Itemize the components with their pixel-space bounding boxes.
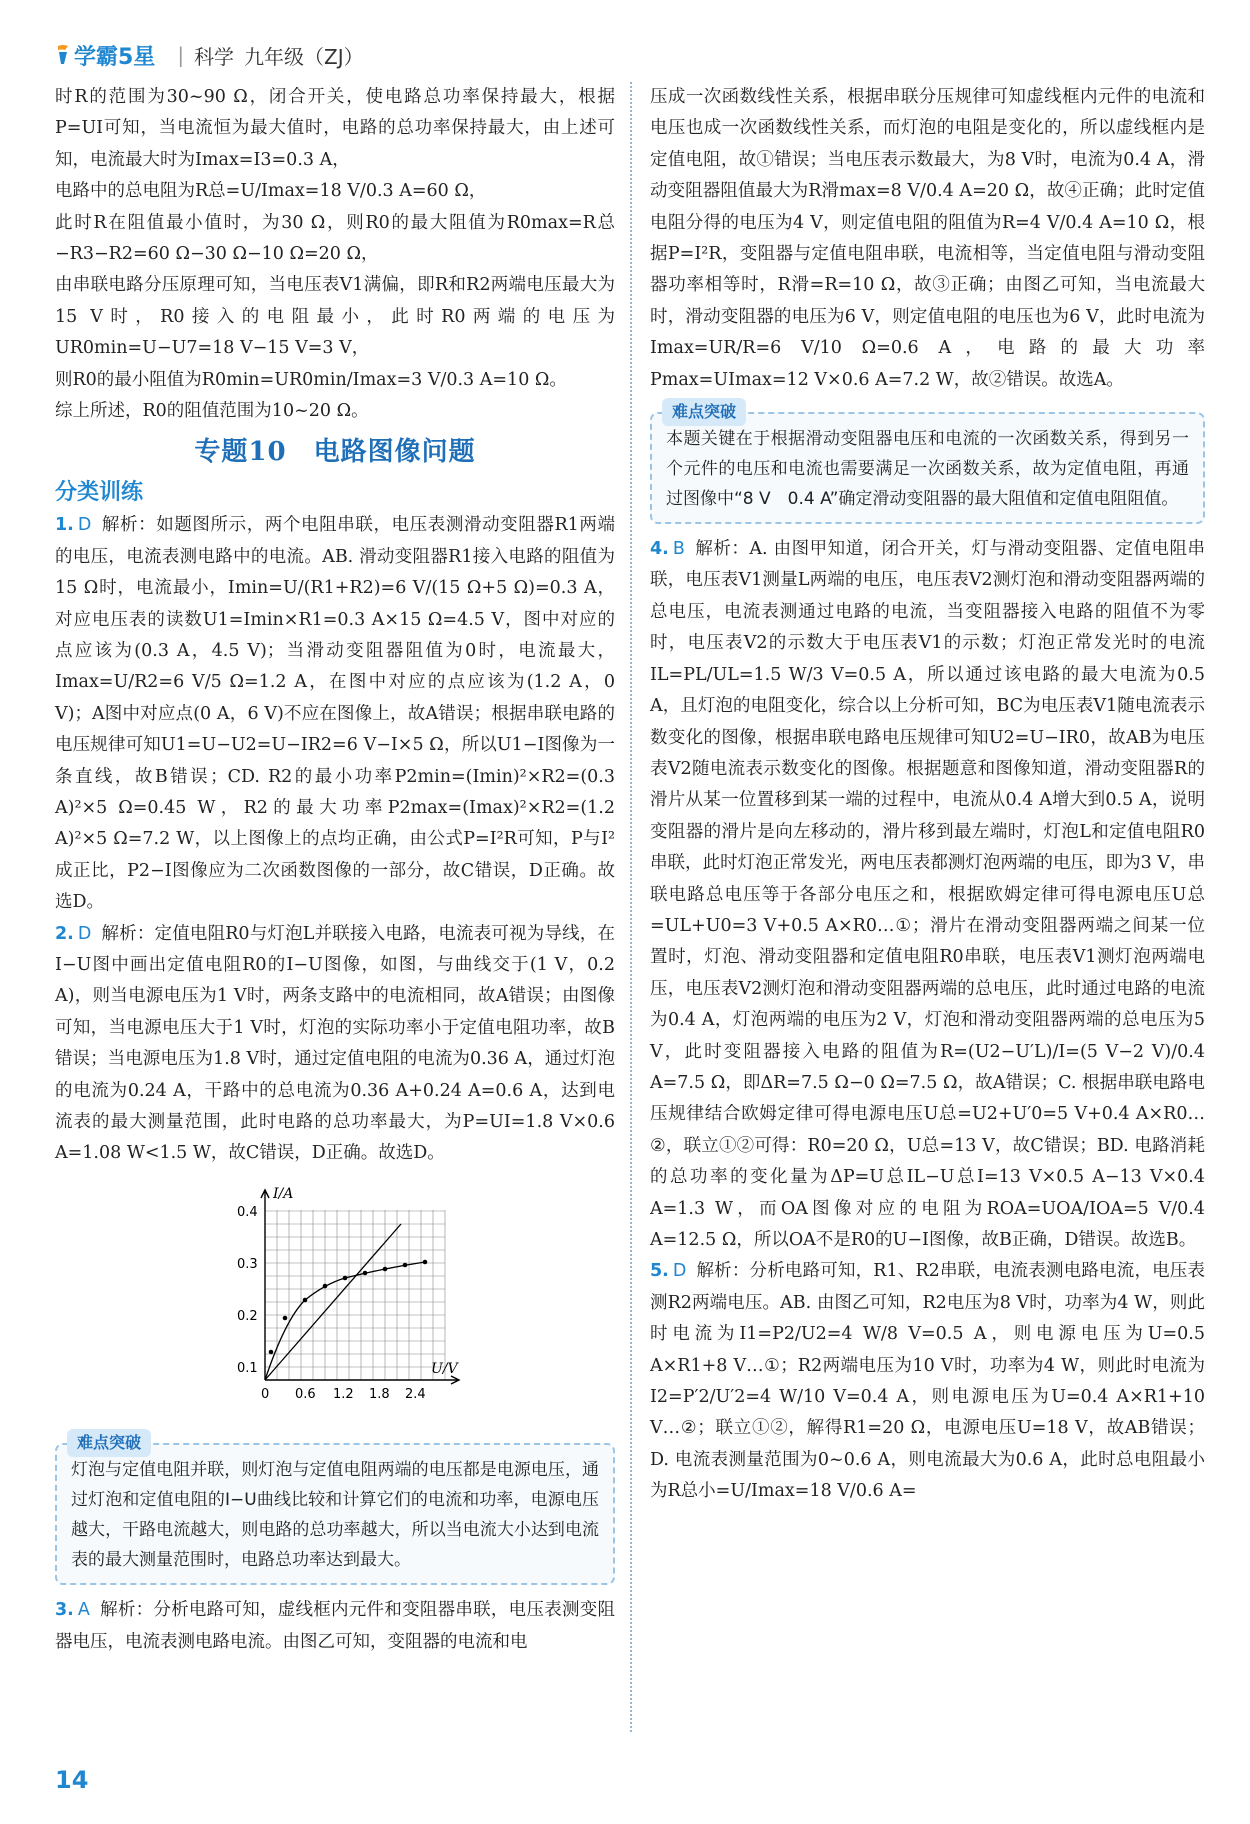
question-4 — [650, 534, 1205, 1256]
intro-line-6: 综上所述，R0的阻值范围为10~20 Ω。 — [55, 401, 369, 422]
question-1-number: 1. — [55, 515, 74, 536]
graph-x-tick-1.8: 1.8 — [369, 1386, 390, 1402]
intro-line-3: 此时R在阻值最小值时，为30 Ω，则R0的最大阻值为R0max=R总−R3−R2=60 Ω−30 Ω−10 Ω=20 Ω， — [55, 212, 615, 265]
question-4-number: 4. — [650, 539, 669, 560]
question-3-number: 3. — [55, 1600, 74, 1621]
question-5-number: 5. — [650, 1261, 669, 1282]
brand-name: 学霸5星 — [74, 44, 156, 70]
graph-x-label: U/V — [431, 1360, 458, 1377]
question-5 — [650, 1256, 1205, 1507]
graph-y-tick-0.3: 0.3 — [237, 1256, 258, 1272]
graph-axes — [261, 1190, 459, 1384]
intro-line-1: 时R的范围为30~90 Ω，闭合开关，使电路总功率保持最大，根据P=UI可知，当电流恒为最大值时，电路的总功率保持最大，由上述可知，电流最大时为Imax=I3=0.3 A， — [55, 87, 615, 170]
question-3-answer: A — [77, 1600, 90, 1621]
graph-x-tick-0: 0 — [261, 1386, 270, 1402]
question-3-text: 解析：分析电路可知，虚线框内元件和变阻器串联，电压表测变阻器电压，电流表测电路电流。由图乙可知，变阻器的电流和电 — [55, 1600, 615, 1652]
brand-mark-icon — [55, 44, 71, 66]
brand-logo — [55, 40, 155, 71]
difficulty-box-2-text: 本题关键在于根据滑动变阻器电压和电流的一次函数关系，得到另一个元件的电压和电流也需要满足一次函数关系，故为定值电阻，再通过图像中“8 V 0.4 A”确定滑动变阻器的最大阻值和定值电阻阻值。 — [666, 429, 1189, 510]
question-2-answer: D — [77, 923, 92, 944]
question-3-continued: 压成一次函数线性关系，根据串联分压规律可知虚线框内元件的电流和电压也成一次函数线性关系，而灯泡的电阻是变化的，所以虚线框内是定值电阻，故①错误；当电压表示数最大，为8 V时，电流为0.4 A，滑动变阻器阻值最大为R滑max=8 V/0.4 A=20 Ω，故④正确；此时定值电阻分得的电压为4 V，则定值电阻的阻值为R=4 V/0.4 A=10 Ω，根据P=I²R，变阻器与定值电阻串联，电流相等，当定值电阻与滑动变阻器功率相等时，R滑=R=10 Ω，故③正确；由图乙可知，当电流最大时，滑动变阻器的电压为6 V，则定值电阻的电压也为6 V，此时电流为Imax=UR/R=6 V/10 Ω=0.6 A，电路的最大功率Pmax=UImax=12 V×0.6 A=7.2 W，故②错误。故选A。 — [650, 87, 1205, 390]
question-5-text: 解析：分析电路可知，R1、R2串联，电流表测电路电流，电压表测R2两端电压。AB. 由图乙可知，R2电压为8 V时，功率为4 W，则此时电流为I1=P2/U2=4 W/8 V=0.5 A，则电源电压为U=0.5 A×R1+8 V…①；R2两端电压为10 V时，功率为4 W，则此时电流为I2=P′2/U′2=4 W/10 V=0.4 A，则电源电压为U=0.4 A×R1+10 V…②；联立①②，解得R1=20 Ω，电源电压U=18 V，故AB错误；D. 电流表测量范围为0~0.6 A，则电流最大为0.6 A，此时总电阻最小为R总小=U/Imax=18 V/0.6 A= — [650, 1261, 1205, 1502]
graph-y-tick-0.1: 0.1 — [237, 1360, 258, 1376]
question-2 — [55, 919, 615, 1170]
difficulty-box-2 — [650, 402, 1205, 524]
intro-line-5: 则R0的最小阻值为R0min=UR0min/Imax=3 V/0.3 A=10 Ω。 — [55, 369, 567, 390]
question-2-text: 解析：定值电阻R0与灯泡L并联接入电路，电流表可视为导线，在I−U图中画出定值电阻R0的I−U图像，如图，与曲线交于(1 V，0.2 A)，则当电源电压为1 V时，两条支路中的电流相同，故A错误；由图像可知，当电源电压大于1 V时，灯泡的实际功率小于定值电阻功率，故B错误；当电源电压为1.8 V时，通过定值电阻的电流为0.36 A，通过灯泡的电流为0.24 A，干路中的总电流为0.36 A+0.24 A=0.6 A，达到电流表的最大测量范围，此时电路的总功率最大，为P=UI=1.8 V×0.6 A=1.08 W<1.5 W，故C错误，D正确。故选D。 — [55, 923, 615, 1164]
question-1-text: 解析：如题图所示，两个电阻串联，电压表测滑动变阻器R1两端的电压，电流表测电路中的电流。AB. 滑动变阻器R1接入电路的阻值为15 Ω时，电流最小，Imin=U/(R1+R2)=6 V/(15 Ω+5 Ω)=0.3 A，对应电压表的读数U1=Imin×R1=0.3 A×15 Ω=4.5 V，图中对应的点应该为(0.3 A，4.5 V)；当滑动变阻器阻值为0时，电流最大，Imax=U/R2=6 V/5 Ω=1.2 A，在图中对应的点应该为(1.2 A，0 V)；A图中对应点(0 A，6 V)不应在图像上，故A错误；根据串联电路的电压规律可知U1=U−U2=U−IR2=6 V−I×5 Ω，所以U1−I图像为一条直线，故B错误；CD. R2的最小功率P2min=(Imin)²×R2=(0.3 A)²×5 Ω=0.45 W，R2的最大功率P2max=(Imax)²×R2=(1.2 A)²×5 Ω=7.2 W，以上图像上的点均正确，由公式P=I²R可知，P与I²成正比，P2−I图像应为二次函数图像的一部分，故C错误，D正确。故选D。 — [55, 515, 615, 913]
graph-y-label: I/A — [273, 1185, 294, 1202]
graph-y-tick-0.2: 0.2 — [237, 1308, 258, 1324]
difficulty-box-2-tag: 难点突破 — [662, 398, 746, 426]
graph-grid — [265, 1210, 445, 1380]
left-column — [55, 82, 615, 1658]
header-separator: | — [177, 43, 185, 67]
intro-line-4: 由串联电路分压原理可知，当电压表V1满偏，即R和R2两端电压最大为15 V时，R0接入的电阻最小，此时R0两端的电压为UR0min=U−U7=18 V−15 V=3 V， — [55, 275, 615, 359]
question-1 — [55, 510, 615, 918]
graph-y-tick-0.4: 0.4 — [237, 1204, 258, 1220]
question-5-answer: D — [672, 1261, 687, 1282]
graph-x-tick-1.2: 1.2 — [333, 1386, 354, 1402]
header-subject: 科学 — [194, 44, 235, 69]
question-3 — [55, 1595, 615, 1658]
column-divider — [630, 82, 632, 1732]
question-4-text: 解析：A. 由图甲知道，闭合开关，灯与滑动变阻器、定值电阻串联，电压表V1测量L两端的电压，电压表V2测灯泡和滑动变阻器两端的总电压，电流表测通过电路的电流，当变阻器接入电路的阻值不为零时，电压表V2的示数大于电压表V1的示数；灯泡正常发光时的电流IL=PL/UL=1.5 W/3 V=0.5 A，所以通过该电路的最大电流为0.5 A，且灯泡的电阻变化，综合以上分析可知，BC为电压表V1随电流表示数变化的图像，根据串联电路电压规律可知U2=U−IR0，故AB为电压表V2随电流表示数变化的图像。根据题意和图像知道，滑动变阻器R的滑片从某一位置移到某一端的过程中，电流从0.4 A增大到0.5 A，说明变阻器的滑片是向左移动的，滑片移到最左端时，灯泡L和定值电阻R0串联，此时灯泡正常发光，两电压表都测灯泡两端的电压，即为3 V，串联电路总电压等于各部分电压之和，根据欧姆定律可得电源电压U总=UL+U0=3 V+0.5 A×R0…①；滑片在滑动变阻器两端之间某一位置时，灯泡、滑动变阻器和定值电阻R0串联，电压表V1测灯泡两端电压，电压表V2测灯泡和滑动变阻器两端的总电压，此时通过电路的电流为0.4 A，灯泡两端的电压为2 V，灯泡和滑动变阻器两端的总电压为5 V，此时变阻器接入电路的阻值为R=(U2−U′L)/I=(5 V−2 V)/0.4 A=7.5 Ω，即ΔR=7.5 Ω−0 Ω=7.5 Ω，故A错误；C. 根据串联电路电压规律结合欧姆定律可得电源电压U总=U2+U′0=5 V+0.4 A×R0…②，联立①②可得：R0=20 Ω，U总=13 V，故C错误；BD. 电路消耗的总功率的变化量为ΔP=U总IL−U总I=13 V×0.5 A−13 V×0.4 A=1.3 W，而OA图像对应的电阻为ROA=UOA/IOA=5 V/0.4 A=12.5 Ω，所以OA不是R0的U−I图像，故B正确，D错误。故选B。 — [650, 539, 1205, 1250]
difficulty-box-1-tag: 难点突破 — [67, 1429, 151, 1457]
intro-line-2: 电路中的总电阻为R总=U/Imax=18 V/0.3 A=60 Ω， — [55, 181, 487, 202]
topic-title: 专题10 电路图像问题 — [194, 437, 476, 468]
page-number: 14 — [55, 1766, 89, 1794]
graph-x-tick-2.4: 2.4 — [405, 1386, 426, 1402]
difficulty-box-1 — [55, 1433, 615, 1585]
header-grade: 九年级（ZJ） — [244, 44, 364, 69]
difficulty-box-1-text: 灯泡与定值电阻并联，则灯泡与定值电阻两端的电压都是电源电压，通过灯泡和定值电阻的I−U曲线比较和计算它们的电流和功率，电源电压越大，干路电流越大，则电路的总功率越大，所以当电流大小达到电流表的最大测量范围时，电路总功率达到最大。 — [71, 1460, 599, 1571]
page-header — [55, 38, 364, 72]
question-2-number: 2. — [55, 923, 74, 944]
right-column — [650, 82, 1205, 1508]
lamp-points — [269, 1260, 428, 1355]
iu-graph — [235, 1180, 475, 1410]
question-1-answer: D — [77, 515, 92, 536]
question-4-answer: B — [672, 539, 685, 560]
graph-x-tick-0.6: 0.6 — [295, 1386, 316, 1402]
section-heading: 分类训练 — [55, 479, 144, 505]
